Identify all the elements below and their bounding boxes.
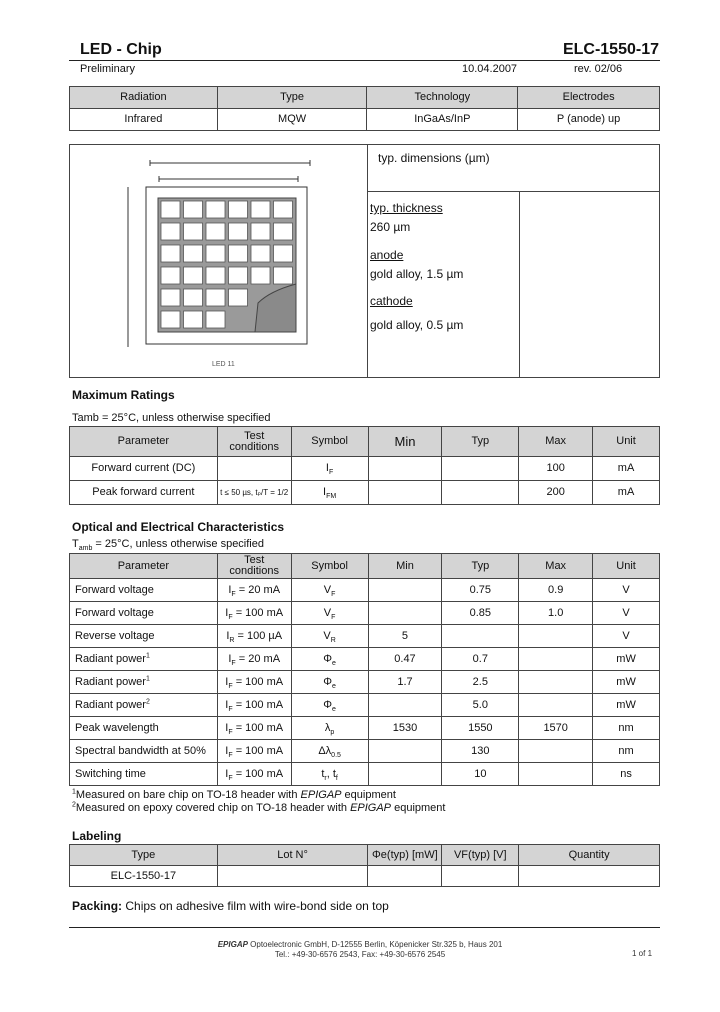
bond-pad-cell <box>229 201 248 218</box>
label-header-power: Φe(typ) [mW] <box>368 845 442 866</box>
part-number: ELC-1550-17 <box>562 41 659 58</box>
bond-pad-cell <box>251 267 270 284</box>
cond-cell <box>217 625 291 648</box>
table-row <box>70 481 660 505</box>
bond-pad-cell <box>229 245 248 262</box>
min-cell <box>368 602 442 625</box>
param-cell <box>70 694 218 717</box>
cond-rest: = 25°C, unless otherwise specified <box>92 538 264 550</box>
max-cell <box>519 763 593 786</box>
packing-label: Packing: <box>72 899 123 913</box>
table-row <box>70 648 660 671</box>
cond-cell <box>217 602 291 625</box>
summary-value: Infrared <box>70 109 218 131</box>
cond-cell <box>217 648 291 671</box>
cond-text: I <box>228 583 232 596</box>
unit-cell: mW <box>593 648 660 671</box>
param-cell: Forward current (DC) <box>70 457 218 481</box>
symbol-sub: p <box>330 728 335 736</box>
symbol-cell <box>291 579 368 602</box>
min-cell <box>368 740 442 763</box>
min-cell: 0.47 <box>368 648 442 671</box>
opt-header-max: Max <box>519 554 593 579</box>
min-cell <box>368 694 442 717</box>
symbol-cell <box>291 763 368 786</box>
param-text: Reverse voltage <box>75 629 155 642</box>
footer-address-text: Optoelectronic GmbH, D-12555 Berlin, Köpenicker Str.325 b, Haus 201 <box>247 940 503 949</box>
max-header-unit: Unit <box>593 427 660 457</box>
cond-sub: R <box>229 636 235 644</box>
fn-text-end: equipment <box>341 789 396 801</box>
table-row <box>70 457 660 481</box>
symbol-cell <box>291 602 368 625</box>
max-cell: 200 <box>519 481 593 505</box>
cond-value: = 100 mA <box>232 744 284 757</box>
symbol-sub: e <box>332 682 336 690</box>
param-cell <box>70 740 218 763</box>
bond-pad-cell <box>274 267 293 284</box>
cond-value: = 100 mA <box>232 675 284 688</box>
unit-cell: nm <box>593 717 660 740</box>
label-power-value <box>368 866 442 887</box>
max-cell: 1.0 <box>519 602 593 625</box>
label-header-lot: Lot N° <box>217 845 368 866</box>
opt-header-unit: Unit <box>593 554 660 579</box>
cond-sub: F <box>228 751 233 759</box>
symbol-cell <box>291 648 368 671</box>
cond-value: = 20 mA <box>235 583 281 596</box>
max-ratings-title: Maximum Ratings <box>72 388 175 402</box>
symbol-cell <box>291 625 368 648</box>
max-cell: 100 <box>519 457 593 481</box>
symbol-cell <box>291 717 368 740</box>
cond-value: = 100 mA <box>232 698 284 711</box>
param-cell <box>70 648 218 671</box>
fn-text: Measured on epoxy covered chip on TO-18 header with <box>75 802 351 814</box>
max-header-max: Max <box>519 427 593 457</box>
revision-text: rev. 02/06 <box>574 63 623 75</box>
param-cell <box>70 602 218 625</box>
dimensions-title: typ. dimensions (µm) <box>378 151 490 165</box>
symbol-text: V <box>323 606 332 619</box>
min-cell <box>368 763 442 786</box>
cond-value: = 100 mA <box>232 767 284 780</box>
symbol-text: Φ <box>323 698 333 711</box>
doc-title: LED - Chip <box>80 41 162 58</box>
min-cell <box>368 481 442 505</box>
param-cell: Peak forward current <box>70 481 218 505</box>
table-row <box>70 763 660 786</box>
bond-pad-cell <box>206 223 225 240</box>
symbol-sub: F <box>331 590 336 598</box>
symbol-sub: R <box>330 636 336 644</box>
label-voltage-value <box>442 866 519 887</box>
opt-header-parameter: Parameter <box>70 554 218 579</box>
label-header-type: Type <box>70 845 218 866</box>
max-cell <box>519 648 593 671</box>
param-text: Spectral bandwidth at 50% <box>75 744 206 757</box>
label-quantity-value <box>519 866 660 887</box>
typ-cell <box>442 625 519 648</box>
bond-pad-cell <box>184 311 203 328</box>
bond-pad-cell <box>206 267 225 284</box>
param-cell <box>70 579 218 602</box>
typ-cell: 1550 <box>442 717 519 740</box>
bond-pad-cell <box>229 267 248 284</box>
table-row <box>70 717 660 740</box>
param-text: Radiant power <box>75 652 146 665</box>
summary-header: Electrodes <box>518 87 660 109</box>
cathode-value: gold alloy, 0.5 µm <box>370 318 464 332</box>
cond-text: I <box>225 767 229 780</box>
bond-pad-cell <box>161 311 180 328</box>
cond-t: T <box>72 538 79 550</box>
table-row <box>70 625 660 648</box>
unit-cell: mA <box>593 481 660 505</box>
param-footnote: 1 <box>145 651 150 659</box>
footnote-2 <box>72 802 445 814</box>
typ-cell: 5.0 <box>442 694 519 717</box>
bond-pad-cell <box>184 245 203 262</box>
symbol-text: V <box>323 629 331 642</box>
symbol-sub: F <box>331 613 336 621</box>
drawing-label: LED 11 <box>212 361 235 368</box>
divider-vertical-short <box>519 191 520 377</box>
unit-cell: V <box>593 625 660 648</box>
min-cell: 1.7 <box>368 671 442 694</box>
fn-num: 1 <box>72 788 76 796</box>
cond-sub: F <box>231 590 236 598</box>
cond-cell <box>217 671 291 694</box>
param-cell <box>70 625 218 648</box>
cond-text: I <box>225 675 229 688</box>
fn-brand: EPIGAP <box>300 789 342 801</box>
bond-pad-cell <box>274 201 293 218</box>
param-text: Peak wavelength <box>75 721 159 734</box>
cond-value: = 20 mA <box>235 652 281 665</box>
footer-contact: Tel.: +49-30-6576 2543, Fax: +49-30-6576 2545 <box>274 950 446 959</box>
bond-pad-cell <box>206 201 225 218</box>
max-cell: 0.9 <box>519 579 593 602</box>
param-cell <box>70 763 218 786</box>
cond-cell <box>217 457 291 481</box>
typ-cell <box>442 481 519 505</box>
summary-value: MQW <box>217 109 367 131</box>
max-ratings-condition: Tamb = 25°C, unless otherwise specified <box>72 412 271 424</box>
divider-vertical <box>367 145 368 377</box>
bond-pad-cell <box>251 223 270 240</box>
cathode-label: cathode <box>370 294 413 308</box>
symbol-cell <box>291 481 368 505</box>
label-header-quantity: Quantity <box>519 845 660 866</box>
cond-sub: F <box>231 659 236 667</box>
symbol-sub: FM <box>326 493 337 501</box>
max-header-symbol: Symbol <box>291 427 368 457</box>
bond-pad-cell <box>161 201 180 218</box>
table-row <box>70 671 660 694</box>
unit-cell: V <box>593 602 660 625</box>
summary-table <box>69 86 660 131</box>
symbol-cell <box>291 694 368 717</box>
param-text: Radiant power <box>75 698 146 711</box>
dimensions-block <box>69 144 660 378</box>
symbol-sub: r <box>324 774 327 782</box>
chip-drawing <box>110 151 340 376</box>
max-ratings-table <box>69 426 660 505</box>
param-text: Forward voltage <box>75 606 154 619</box>
typ-cell: 10 <box>442 763 519 786</box>
bond-pad-cell <box>184 223 203 240</box>
anode-value: gold alloy, 1.5 µm <box>370 267 464 281</box>
unit-cell: nm <box>593 740 660 763</box>
param-footnote: 2 <box>145 697 150 705</box>
cond-sub: F <box>228 613 233 621</box>
bond-pad-cell <box>251 201 270 218</box>
max-header-conditions: Test conditions <box>217 427 291 457</box>
cond-sub: F <box>228 774 233 782</box>
fn-text: Measured on bare chip on TO-18 header with <box>75 789 301 801</box>
min-cell: 1530 <box>368 717 442 740</box>
bond-pad-cell <box>229 289 248 306</box>
bond-pad-cell <box>251 245 270 262</box>
unit-cell: mW <box>593 694 660 717</box>
typ-cell <box>442 457 519 481</box>
param-text: Radiant power <box>75 675 146 688</box>
fn-num: 2 <box>72 801 76 809</box>
summary-header: Technology <box>367 87 518 109</box>
summary-value: P (anode) up <box>518 109 660 131</box>
symbol-text: t <box>321 767 325 780</box>
thickness-label: typ. thickness <box>370 201 443 215</box>
cond-sub: F <box>228 682 233 690</box>
cond-cell <box>217 717 291 740</box>
symbol-sub: e <box>332 705 336 713</box>
min-cell <box>368 579 442 602</box>
symbol-cell <box>291 671 368 694</box>
typ-cell: 2.5 <box>442 671 519 694</box>
cond-cell <box>217 740 291 763</box>
min-cell: 5 <box>368 625 442 648</box>
cond-sub: amb <box>78 545 93 553</box>
optical-condition <box>72 538 264 553</box>
status-text: Preliminary <box>80 63 136 75</box>
symbol-text: I <box>323 486 327 498</box>
labeling-table <box>69 844 660 887</box>
page-number: 1 of 1 <box>632 949 653 958</box>
packing-text: Chips on adhesive film with wire-bond side on top <box>125 899 389 913</box>
param-text: Forward voltage <box>75 583 154 596</box>
table-row <box>70 579 660 602</box>
typ-cell: 0.85 <box>442 602 519 625</box>
cond-text: I <box>225 721 229 734</box>
optical-table <box>69 553 660 786</box>
typ-cell: 130 <box>442 740 519 763</box>
bond-pad-cell <box>184 289 203 306</box>
optical-title: Optical and Electrical Characteristics <box>72 520 285 534</box>
footer-rule <box>69 927 660 928</box>
unit-cell: mA <box>593 457 660 481</box>
cond-sub: F <box>228 705 233 713</box>
bond-pad-cell <box>161 223 180 240</box>
anode-label: anode <box>370 248 404 262</box>
max-cell <box>519 694 593 717</box>
footer-address <box>0 940 720 949</box>
cond-cell: t ≤ 50 µs, tₚ/T = 1/2 <box>217 481 291 505</box>
cond-text: I <box>225 606 229 619</box>
cond-text: I <box>225 698 229 711</box>
label-header-voltage: VF(typ) [V] <box>442 845 519 866</box>
cond-text: I <box>228 652 232 665</box>
table-row <box>70 740 660 763</box>
min-cell <box>368 457 442 481</box>
footnote-1 <box>72 789 396 801</box>
label-type-value: ELC-1550-17 <box>70 866 218 887</box>
fn-brand: EPIGAP <box>350 802 392 814</box>
fn-text-end: equipment <box>391 802 446 814</box>
bond-pad-cell <box>161 289 180 306</box>
cond-text: I <box>226 629 230 642</box>
bond-pad-cell <box>274 223 293 240</box>
opt-header-min: Min <box>368 554 442 579</box>
opt-header-typ: Typ <box>442 554 519 579</box>
cond-cell <box>217 694 291 717</box>
bond-pad-cell <box>206 289 225 306</box>
bond-pad-cell <box>274 245 293 262</box>
footer-brand: EPIGAP <box>217 940 248 949</box>
symbol-cell <box>291 740 368 763</box>
symbol-text: Δλ <box>318 744 332 757</box>
bond-pad-cell <box>161 245 180 262</box>
symbol-text: Φ <box>323 675 333 688</box>
doc-date: 10.04.2007 <box>462 63 518 75</box>
bond-pad-cell <box>206 245 225 262</box>
cond-value: = 100 mA <box>232 721 284 734</box>
symbol-sub: e <box>332 659 336 667</box>
summary-value: InGaAs/InP <box>367 109 518 131</box>
thickness-value: 260 µm <box>370 220 411 234</box>
bond-pad-cell <box>184 201 203 218</box>
table-row <box>70 694 660 717</box>
symbol-text: Φ <box>323 652 333 665</box>
symbol-text: I <box>325 462 329 474</box>
param-footnote: 1 <box>145 674 150 682</box>
divider-horizontal <box>367 191 659 192</box>
packing-line <box>72 899 389 913</box>
max-cell <box>519 740 593 763</box>
opt-header-conditions: Test conditions <box>217 554 291 579</box>
table-row <box>70 602 660 625</box>
max-header-typ: Typ <box>442 427 519 457</box>
max-cell <box>519 625 593 648</box>
unit-cell: ns <box>593 763 660 786</box>
typ-cell: 0.75 <box>442 579 519 602</box>
symbol-sub: F <box>328 469 334 477</box>
opt-header-symbol: Symbol <box>291 554 368 579</box>
typ-cell: 0.7 <box>442 648 519 671</box>
cond-cell <box>217 579 291 602</box>
symbol-sub-2: f <box>335 774 338 782</box>
symbol-sub: 0.5 <box>331 751 341 759</box>
param-cell <box>70 717 218 740</box>
cond-text: I <box>225 744 229 757</box>
cond-value: = 100 µA <box>234 629 283 642</box>
symbol-text: λ <box>324 721 331 734</box>
unit-cell: mW <box>593 671 660 694</box>
symbol-cell <box>291 457 368 481</box>
max-header-parameter: Parameter <box>70 427 218 457</box>
labeling-title: Labeling <box>72 829 122 843</box>
bond-pad-cell <box>161 267 180 284</box>
cond-value: = 100 mA <box>232 606 284 619</box>
cond-sub: F <box>228 728 233 736</box>
bond-pad-cell <box>184 267 203 284</box>
unit-cell: V <box>593 579 660 602</box>
param-cell <box>70 671 218 694</box>
label-lot-value <box>217 866 368 887</box>
max-header-min: Min <box>368 427 442 457</box>
bond-pad-cell <box>229 223 248 240</box>
cond-cell <box>217 763 291 786</box>
summary-header: Radiation <box>70 87 218 109</box>
header-rule <box>69 60 660 61</box>
bond-pad-cell <box>206 311 225 328</box>
symbol-text: V <box>323 583 332 596</box>
symbol-text-2: , t <box>326 767 336 780</box>
max-cell <box>519 671 593 694</box>
max-cell: 1570 <box>519 717 593 740</box>
param-text: Switching time <box>75 767 146 780</box>
summary-header: Type <box>217 87 367 109</box>
